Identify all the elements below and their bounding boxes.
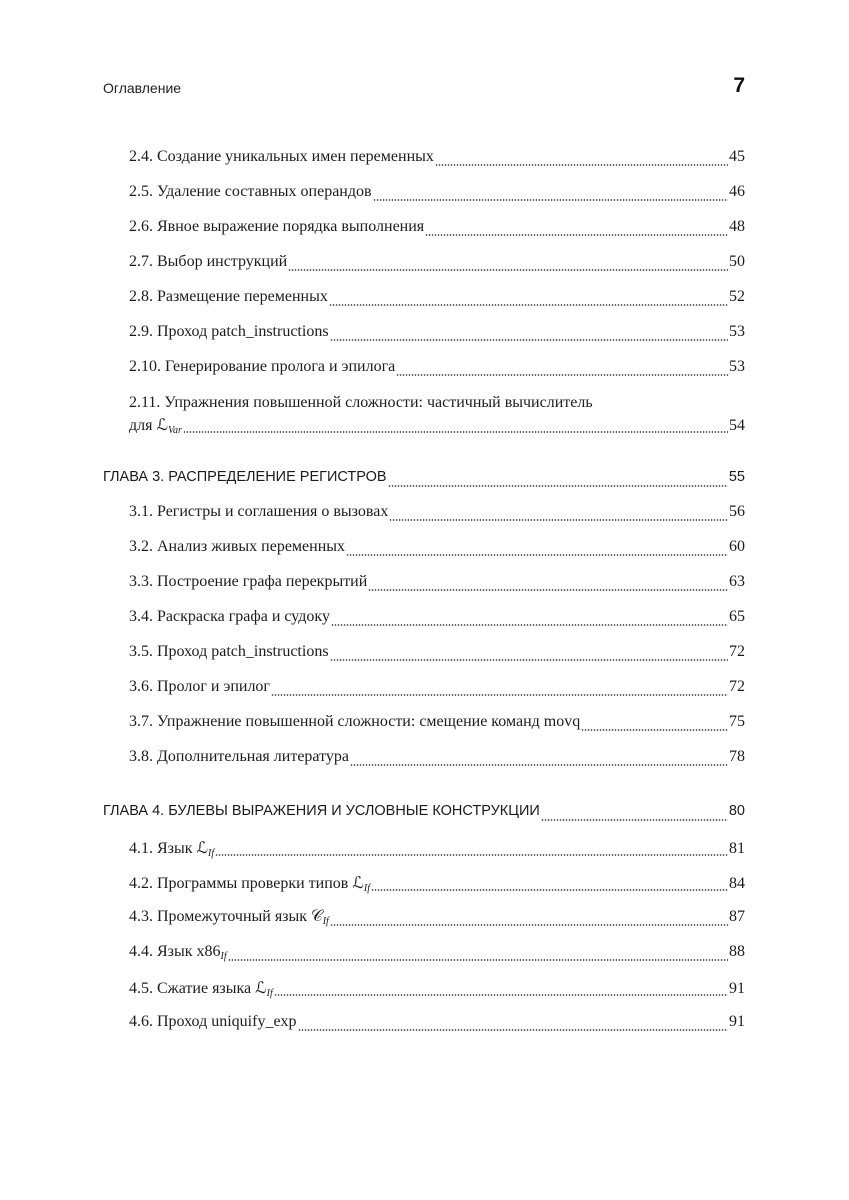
toc-entry-title-line1[interactable]: 2.11. Упражнения повышенной сложности: частичный вычислитель: [129, 394, 593, 411]
toc-entry[interactable]: [129, 713, 745, 733]
toc-entry-title: 3.2. Анализ живых переменных: [129, 538, 346, 555]
toc-entry-title: 3.1. Регистры и соглашения о вызовах: [129, 503, 389, 520]
subscript: Var: [168, 425, 182, 436]
toc-entry-title: 2.8. Размещение переменных: [129, 288, 328, 305]
toc-entry[interactable]: [129, 943, 745, 963]
subscript: If: [322, 916, 329, 927]
toc-entry-page: 81: [729, 840, 745, 857]
toc-chapter-entry[interactable]: [103, 803, 745, 823]
toc-entry[interactable]: [129, 253, 745, 273]
toc-entry[interactable]: [129, 218, 745, 238]
toc-entry-page: 56: [729, 503, 745, 520]
toc-entry[interactable]: [129, 288, 745, 308]
toc-chapter-entry[interactable]: [103, 469, 745, 489]
toc-chapter-title: ГЛАВА 3. РАСПРЕДЕЛЕНИЕ РЕГИСТРОВ: [103, 469, 387, 485]
toc-entry-title: 2.7. Выбор инструкций: [129, 253, 288, 270]
dot-leader: [331, 623, 728, 628]
toc-entry-page: 52: [729, 288, 745, 305]
toc-entry[interactable]: [129, 503, 745, 523]
dot-leader: [425, 233, 728, 238]
toc-entry-title: 4.1. Язык ℒIf: [129, 840, 215, 859]
toc-chapter-title: ГЛАВА 4. БУЛЕВЫ ВЫРАЖЕНИЯ И УСЛОВНЫЕ КОНСТРУКЦИИ: [103, 803, 540, 819]
toc-entry-page: 75: [729, 713, 745, 730]
toc-entry-title: 3.3. Построение графа перекрытий: [129, 573, 368, 590]
page-number: 7: [733, 74, 745, 97]
toc-entry-page: 46: [729, 183, 745, 200]
toc-entry-page: 54: [729, 417, 745, 434]
dot-leader: [368, 588, 728, 593]
toc-entry-title: 3.5. Проход patch_instructions: [129, 643, 329, 660]
toc-entry[interactable]: [129, 608, 745, 628]
toc-entry[interactable]: [129, 748, 745, 768]
toc-entry[interactable]: [129, 323, 745, 343]
toc-entry-page: 53: [729, 358, 745, 375]
toc-entry[interactable]: [129, 908, 745, 928]
toc-entry-page: 55: [728, 469, 745, 485]
dot-leader: [329, 303, 728, 308]
toc-entry[interactable]: [129, 538, 745, 558]
toc-entry-title: 2.5. Удаление составных операндов: [129, 183, 372, 200]
toc-entry-title: 3.7. Упражнение повышенной сложности: смещение команд movq: [129, 713, 581, 730]
toc-entry[interactable]: [129, 838, 745, 858]
toc-entry[interactable]: [129, 358, 745, 378]
dot-leader: [346, 553, 728, 558]
toc-entry-page: 91: [729, 980, 745, 997]
toc-entry-title: 4.5. Сжатие языка ℒIf: [129, 980, 273, 999]
dot-leader: [330, 923, 728, 928]
toc-entry-title: 3.4. Раскраска графа и судоку: [129, 608, 330, 625]
toc-entry[interactable]: [129, 573, 745, 593]
toc-entry[interactable]: [129, 678, 745, 698]
toc-entry-page: 60: [729, 538, 745, 555]
running-title: Оглавление: [103, 80, 182, 96]
toc-entry[interactable]: [129, 415, 745, 435]
subscript: If: [208, 848, 215, 859]
toc-entry-page: 53: [729, 323, 745, 340]
toc-entry-page: 48: [729, 218, 745, 235]
dot-leader: [330, 338, 728, 343]
toc-entry-title: 3.6. Пролог и эпилог: [129, 678, 270, 695]
toc-entry-page: 88: [729, 943, 745, 960]
toc-entry-title: 4.3. Промежуточный язык 𝒞If: [129, 908, 329, 927]
toc-entry-title: 4.4. Язык x86If: [129, 943, 227, 962]
subscript: If: [266, 988, 273, 999]
toc-entry-page: 91: [729, 1013, 745, 1030]
toc-entry-title: для ℒVar: [129, 417, 182, 436]
dot-leader: [228, 958, 728, 963]
toc-entry-page: 72: [729, 678, 745, 695]
toc-entry-page: 45: [729, 148, 745, 165]
dot-leader: [373, 198, 728, 203]
toc-entry-page: 50: [729, 253, 745, 270]
toc-entry-page: 72: [729, 643, 745, 660]
toc-entry-title: 4.2. Программы проверки типов ℒIf: [129, 875, 370, 894]
toc-entry-page: 63: [729, 573, 745, 590]
toc-entry-page: 87: [729, 908, 745, 925]
toc-entry-title: 2.4. Создание уникальных имен переменных: [129, 148, 434, 165]
toc-entry[interactable]: [129, 183, 745, 203]
toc-entry-title: 2.10. Генерирование пролога и эпилога: [129, 358, 396, 375]
toc-entry[interactable]: [129, 148, 745, 168]
toc-entry-page: 65: [729, 608, 745, 625]
dot-leader: [389, 518, 728, 523]
dot-leader: [388, 484, 728, 489]
dot-leader: [215, 853, 728, 858]
toc-entry-title: 4.6. Проход uniquify_exp: [129, 1013, 297, 1030]
dot-leader: [288, 268, 728, 273]
dot-leader: [271, 693, 728, 698]
toc-entry-title: 2.9. Проход patch_instructions: [129, 323, 329, 340]
subscript: If: [363, 883, 370, 894]
toc-entry-page: 78: [729, 748, 745, 765]
dot-leader: [541, 818, 728, 823]
toc-entry[interactable]: [129, 1013, 745, 1033]
toc-entry[interactable]: [129, 873, 745, 893]
dot-leader: [350, 763, 728, 768]
toc-entry-title: 2.6. Явное выражение порядка выполнения: [129, 218, 425, 235]
dot-leader: [274, 993, 728, 998]
toc-entry-page: 80: [728, 803, 745, 819]
toc-entry-title: 3.8. Дополнительная литература: [129, 748, 349, 765]
subscript: If: [220, 951, 227, 962]
toc-entry[interactable]: [129, 978, 745, 998]
dot-leader: [581, 728, 728, 733]
dot-leader: [435, 163, 728, 168]
toc-entry-page: 84: [729, 875, 745, 892]
dot-leader: [396, 373, 728, 378]
toc-entry[interactable]: [129, 643, 745, 663]
dot-leader: [298, 1028, 728, 1033]
dot-leader: [371, 888, 728, 893]
dot-leader: [183, 430, 728, 435]
dot-leader: [330, 658, 728, 663]
